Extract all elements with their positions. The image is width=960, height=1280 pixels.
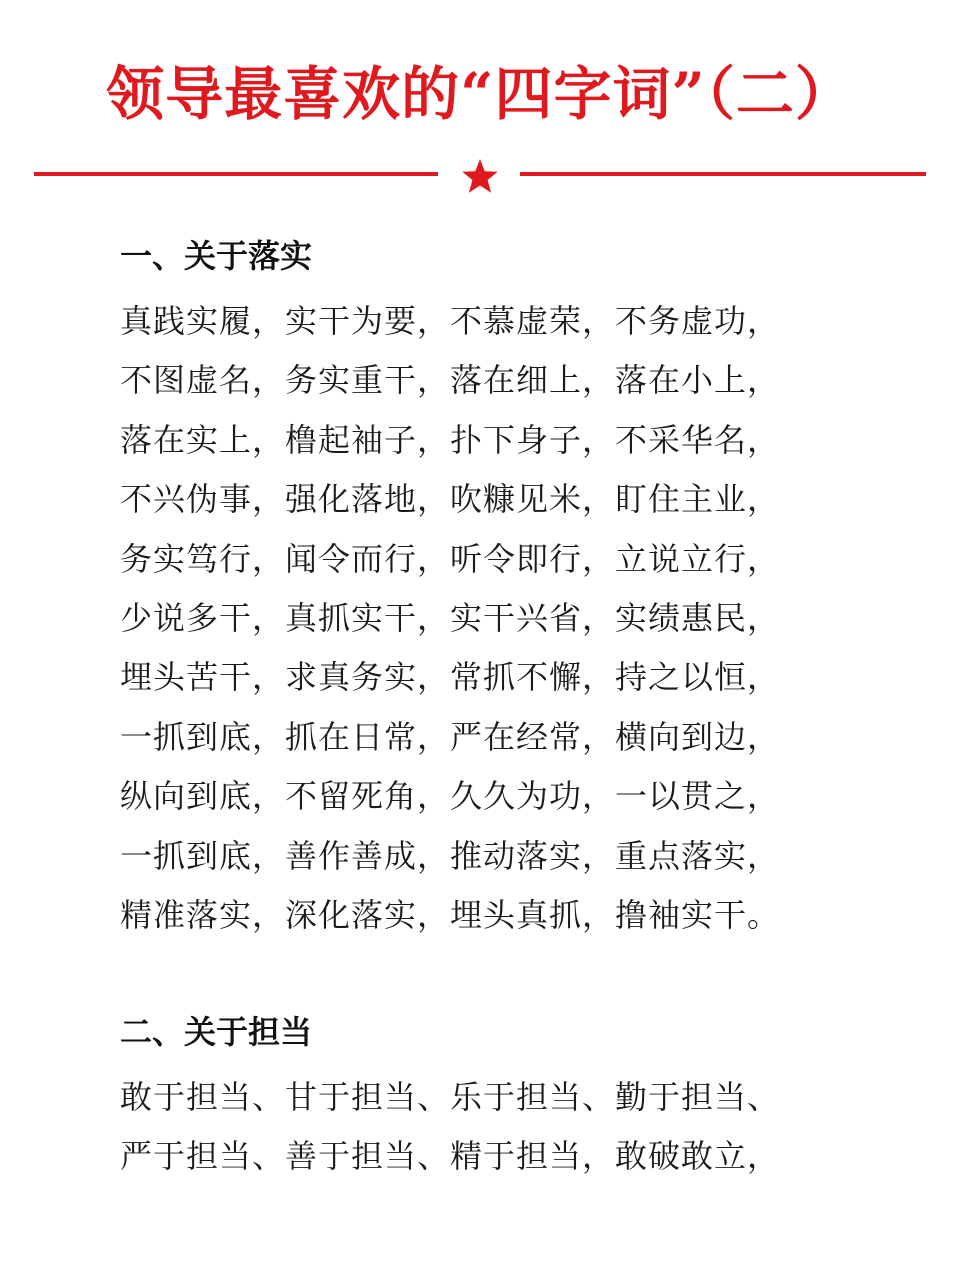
title-divider: [34, 166, 926, 186]
word-line: 务实笃行，闻令而行，听令即行，立说立行，: [120, 539, 781, 578]
word-line: 敢于担当、甘于担当、乐于担当、勤于担当、: [120, 1078, 781, 1116]
section-heading: 二、关于担当: [120, 1013, 313, 1051]
word-line: 不图虚名，务实重干，落在细上，落在小上，: [120, 361, 781, 400]
divider-line-left: [34, 172, 438, 176]
section-implementation: [120, 236, 860, 945]
section-heading: 一、关于落实: [120, 237, 313, 275]
word-line: 不兴伪事，强化落地，吹糠见米，盯住主业，: [120, 480, 781, 519]
divider-line-right: [520, 172, 926, 176]
word-line: 纵向到底，不留死角，久久为功，一以贯之，: [120, 777, 781, 816]
section-responsibility: [120, 1012, 860, 1187]
word-line: 精准落实，深化落实，埋头真抓，撸袖实干。: [120, 896, 781, 935]
star-icon: [460, 156, 500, 196]
word-line: 少说多干，真抓实干，实干兴省，实绩惠民，: [120, 599, 781, 638]
word-line: 埋头苦干，求真务实，常抓不懈，持之以恒，: [120, 658, 781, 697]
word-line: 严于担当、善于担当、精于担当，敢破敢立，: [120, 1137, 781, 1176]
word-line: 落在实上，橹起袖子，扑下身子，不采华名，: [120, 420, 781, 459]
word-line: 真践实履，实干为要，不慕虚荣，不务虚功，: [120, 302, 781, 340]
page-title: 领导最喜欢的“四字词”（二）: [106, 60, 854, 128]
word-line: 一抓到底，善作善成，推动落实，重点落实，: [120, 836, 781, 875]
word-line: 一抓到底，抓在日常，严在经常，横向到边，: [120, 717, 781, 756]
